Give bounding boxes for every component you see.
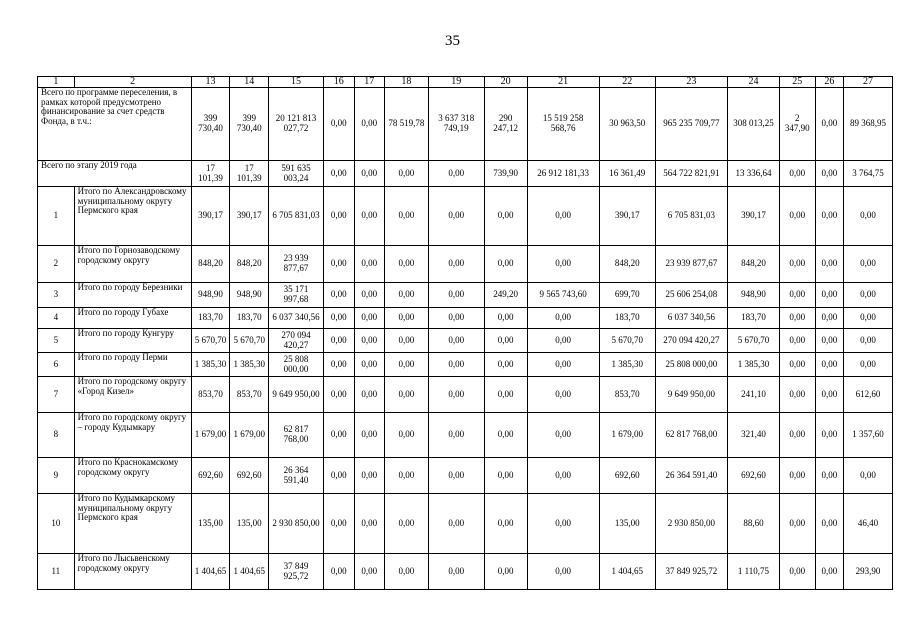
table-cell: 0,00 <box>385 161 429 187</box>
table-cell: 0,00 <box>815 458 844 494</box>
table-cell: 399 730,40 <box>191 88 230 161</box>
table-cell: 0,00 <box>484 246 527 283</box>
table-cell: 62 817 768,00 <box>269 413 324 458</box>
table-cell: 0,00 <box>354 413 385 458</box>
table-cell: 0,00 <box>385 458 429 494</box>
table-cell: 0,00 <box>323 308 354 329</box>
table-cell: 0,00 <box>815 161 844 187</box>
table-cell: 26 364 591,40 <box>655 458 727 494</box>
table-cell: 3 764,75 <box>844 161 893 187</box>
municipality-name: Итого по городу Кунгуру <box>74 329 191 353</box>
row-number: 4 <box>38 308 75 329</box>
table-cell: 16 361,49 <box>599 161 655 187</box>
table-cell: 591 635 003,24 <box>269 161 324 187</box>
table-cell: 1 404,65 <box>230 554 269 590</box>
table-cell: 0,00 <box>484 554 527 590</box>
table-cell: 5 670,70 <box>191 329 230 353</box>
table-row <box>38 377 893 413</box>
table-row <box>38 283 893 308</box>
table-cell: 0,00 <box>527 187 599 246</box>
table-cell: 692,60 <box>599 458 655 494</box>
table-cell: 1 357,60 <box>844 413 893 458</box>
table-cell: 0,00 <box>428 494 484 554</box>
table-cell: 0,00 <box>354 554 385 590</box>
table-cell: 0,00 <box>323 413 354 458</box>
table-row <box>38 308 893 329</box>
table-cell: 0,00 <box>527 377 599 413</box>
table-cell: 0,00 <box>428 413 484 458</box>
table-cell: 0,00 <box>385 187 429 246</box>
table-cell: 0,00 <box>815 554 844 590</box>
table-cell: 25 606 254,08 <box>655 283 727 308</box>
column-header: 25 <box>779 77 815 88</box>
table-cell: 0,00 <box>815 413 844 458</box>
table-cell: 1 385,30 <box>230 353 269 377</box>
table-cell: 293,90 <box>844 554 893 590</box>
table-cell: 0,00 <box>354 283 385 308</box>
row-number: 11 <box>38 554 75 590</box>
column-header: 13 <box>191 77 230 88</box>
table-cell: 183,70 <box>191 308 230 329</box>
municipality-name: Итого по Кудымкарскому муниципальному округу Пермского края <box>74 494 191 554</box>
table-cell: 0,00 <box>779 353 815 377</box>
table-cell: 0,00 <box>779 458 815 494</box>
table-cell: 135,00 <box>230 494 269 554</box>
table-cell: 0,00 <box>815 494 844 554</box>
table-cell: 20 121 813 027,72 <box>269 88 324 161</box>
table-cell: 0,00 <box>844 308 893 329</box>
table-cell: 25 808 000,00 <box>655 353 727 377</box>
table-row <box>38 246 893 283</box>
table-cell: 0,00 <box>323 377 354 413</box>
table-cell: 739,90 <box>484 161 527 187</box>
table-cell: 853,70 <box>599 377 655 413</box>
table-cell: 0,00 <box>527 413 599 458</box>
row-number: 6 <box>38 353 75 377</box>
row-number: 9 <box>38 458 75 494</box>
municipality-name: Итого по городу Березники <box>74 283 191 308</box>
municipality-name: Итого по городу Перми <box>74 353 191 377</box>
column-header: 16 <box>323 77 354 88</box>
table-cell: 0,00 <box>428 283 484 308</box>
municipality-name: Итого по городскому округу – городу Кудымкару <box>74 413 191 458</box>
table-cell: 692,60 <box>728 458 780 494</box>
table-cell: 0,00 <box>428 377 484 413</box>
table-cell: 0,00 <box>323 458 354 494</box>
table-cell: 390,17 <box>599 187 655 246</box>
table-cell: 390,17 <box>728 187 780 246</box>
table-cell: 0,00 <box>323 161 354 187</box>
table-cell: 848,20 <box>230 246 269 283</box>
table-row <box>38 413 893 458</box>
table-cell: 0,00 <box>527 308 599 329</box>
table-cell: 0,00 <box>354 161 385 187</box>
table-cell: 965 235 709,77 <box>655 88 727 161</box>
table-cell: 308 013,25 <box>728 88 780 161</box>
table-cell: 0,00 <box>779 554 815 590</box>
column-header: 23 <box>655 77 727 88</box>
table-cell: 1 385,30 <box>728 353 780 377</box>
table-cell: 948,90 <box>191 283 230 308</box>
table-row <box>38 187 893 246</box>
table-cell: 0,00 <box>779 377 815 413</box>
table-cell: 5 670,70 <box>728 329 780 353</box>
table-cell: 35 171 997,68 <box>269 283 324 308</box>
table-cell: 0,00 <box>844 329 893 353</box>
table-cell: 17 101,39 <box>191 161 230 187</box>
table-row <box>38 329 893 353</box>
summary-row <box>38 88 893 161</box>
table-cell: 5 670,70 <box>599 329 655 353</box>
table-cell: 699,70 <box>599 283 655 308</box>
column-header: 24 <box>728 77 780 88</box>
row-number: 5 <box>38 329 75 353</box>
table-cell: 17 101,39 <box>230 161 269 187</box>
table-cell: 0,00 <box>323 554 354 590</box>
table-cell: 0,00 <box>323 353 354 377</box>
table-row <box>38 353 893 377</box>
table-cell: 62 817 768,00 <box>655 413 727 458</box>
table-cell: 0,00 <box>354 246 385 283</box>
table-cell: 135,00 <box>191 494 230 554</box>
column-header: 14 <box>230 77 269 88</box>
table-cell: 0,00 <box>385 283 429 308</box>
table-cell: 0,00 <box>385 554 429 590</box>
table-cell: 692,60 <box>230 458 269 494</box>
column-header: 19 <box>428 77 484 88</box>
table-cell: 26 364 591,40 <box>269 458 324 494</box>
data-table <box>37 76 893 590</box>
table-cell: 6 705 831,03 <box>655 187 727 246</box>
table-cell: 0,00 <box>815 308 844 329</box>
summary-row <box>38 161 893 187</box>
table-cell: 1 679,00 <box>230 413 269 458</box>
table-cell: 0,00 <box>815 88 844 161</box>
table-cell: 0,00 <box>323 494 354 554</box>
table-cell: 1 679,00 <box>191 413 230 458</box>
column-header: 1 <box>38 77 75 88</box>
table-cell: 0,00 <box>779 494 815 554</box>
table-cell: 183,70 <box>230 308 269 329</box>
table-cell: 0,00 <box>323 246 354 283</box>
table-cell: 321,40 <box>728 413 780 458</box>
table-cell: 249,20 <box>484 283 527 308</box>
table-cell: 6 037 340,56 <box>269 308 324 329</box>
table-cell: 0,00 <box>385 413 429 458</box>
table-cell: 0,00 <box>428 246 484 283</box>
table-cell: 0,00 <box>844 187 893 246</box>
table-cell: 6 705 831,03 <box>269 187 324 246</box>
table-cell: 564 722 821,91 <box>655 161 727 187</box>
table-cell: 0,00 <box>428 308 484 329</box>
table-cell: 0,00 <box>844 246 893 283</box>
table-cell: 0,00 <box>484 458 527 494</box>
table-cell: 9 565 743,60 <box>527 283 599 308</box>
table-cell: 241,10 <box>728 377 780 413</box>
table-cell: 26 912 181,33 <box>527 161 599 187</box>
table-cell: 0,00 <box>484 329 527 353</box>
municipality-name: Итого по городскому округу «Город Кизел» <box>74 377 191 413</box>
table-cell: 0,00 <box>385 494 429 554</box>
table-cell: 390,17 <box>230 187 269 246</box>
table-cell: 0,00 <box>354 308 385 329</box>
column-header: 2 <box>74 77 191 88</box>
table-cell: 0,00 <box>779 329 815 353</box>
table-cell: 0,00 <box>527 329 599 353</box>
table-cell: 0,00 <box>815 329 844 353</box>
table-cell: 290 247,12 <box>484 88 527 161</box>
table-cell: 135,00 <box>599 494 655 554</box>
table-cell: 0,00 <box>779 283 815 308</box>
table-cell: 0,00 <box>844 283 893 308</box>
table-cell: 692,60 <box>191 458 230 494</box>
table-cell: 78 519,78 <box>385 88 429 161</box>
table-cell: 0,00 <box>779 187 815 246</box>
table-row <box>38 458 893 494</box>
table-cell: 6 037 340,56 <box>655 308 727 329</box>
table-cell: 0,00 <box>385 246 429 283</box>
table-cell: 46,40 <box>844 494 893 554</box>
table-cell: 0,00 <box>323 329 354 353</box>
table-cell: 9 649 950,00 <box>269 377 324 413</box>
table-cell: 848,20 <box>728 246 780 283</box>
table-cell: 0,00 <box>527 458 599 494</box>
table-cell: 0,00 <box>354 88 385 161</box>
table-cell: 0,00 <box>428 554 484 590</box>
table-cell: 0,00 <box>815 377 844 413</box>
table-cell: 0,00 <box>844 458 893 494</box>
table-cell: 0,00 <box>779 413 815 458</box>
table-cell: 0,00 <box>354 353 385 377</box>
table-cell: 0,00 <box>484 413 527 458</box>
table-cell: 0,00 <box>815 246 844 283</box>
table-cell: 0,00 <box>527 494 599 554</box>
table-cell: 9 649 950,00 <box>655 377 727 413</box>
table-cell: 390,17 <box>191 187 230 246</box>
table-cell: 0,00 <box>527 353 599 377</box>
table-cell: 853,70 <box>230 377 269 413</box>
table-cell: 0,00 <box>354 494 385 554</box>
table-cell: 0,00 <box>815 283 844 308</box>
column-header: 22 <box>599 77 655 88</box>
table-cell: 948,90 <box>728 283 780 308</box>
page-number: 35 <box>445 33 460 49</box>
table-row <box>38 554 893 590</box>
table-row <box>38 494 893 554</box>
column-header: 18 <box>385 77 429 88</box>
table-cell: 183,70 <box>599 308 655 329</box>
table-cell: 399 730,40 <box>230 88 269 161</box>
table-cell: 0,00 <box>484 187 527 246</box>
table-cell: 0,00 <box>385 329 429 353</box>
table-cell: 270 094 420,27 <box>655 329 727 353</box>
table-cell: 1 404,65 <box>599 554 655 590</box>
table-cell: 848,20 <box>599 246 655 283</box>
table-cell: 853,70 <box>191 377 230 413</box>
column-header: 26 <box>815 77 844 88</box>
table-cell: 1 110,75 <box>728 554 780 590</box>
table-cell: 1 385,30 <box>191 353 230 377</box>
table-cell: 1 385,30 <box>599 353 655 377</box>
table-cell: 89 368,95 <box>844 88 893 161</box>
column-header: 15 <box>269 77 324 88</box>
table-cell: 0,00 <box>428 187 484 246</box>
table-cell: 0,00 <box>484 377 527 413</box>
table-cell: 0,00 <box>484 308 527 329</box>
table-cell: 1 404,65 <box>191 554 230 590</box>
table-cell: 30 963,50 <box>599 88 655 161</box>
table-cell: 0,00 <box>779 161 815 187</box>
municipality-name: Итого по Лысьвенскому городскому округу <box>74 554 191 590</box>
table-cell: 948,90 <box>230 283 269 308</box>
table-cell: 13 336,64 <box>728 161 780 187</box>
municipality-name: Итого по Краснокамскому городскому округу <box>74 458 191 494</box>
row-number: 1 <box>38 187 75 246</box>
row-number: 10 <box>38 494 75 554</box>
column-header: 20 <box>484 77 527 88</box>
table-cell: 5 670,70 <box>230 329 269 353</box>
municipality-name: Итого по городу Губахе <box>74 308 191 329</box>
table-cell: 0,00 <box>527 246 599 283</box>
table-cell: 848,20 <box>191 246 230 283</box>
municipality-name: Итого по Горнозаводскому городскому округу <box>74 246 191 283</box>
table-cell: 0,00 <box>428 458 484 494</box>
row-number: 8 <box>38 413 75 458</box>
table-cell: 0,00 <box>779 246 815 283</box>
table-cell: 0,00 <box>323 283 354 308</box>
table-cell: 0,00 <box>385 308 429 329</box>
table-cell: 88,60 <box>728 494 780 554</box>
row-number: 2 <box>38 246 75 283</box>
table-cell: 37 849 925,72 <box>269 554 324 590</box>
table-cell: 0,00 <box>428 329 484 353</box>
table-cell: 2 930 850,00 <box>655 494 727 554</box>
table-cell: 0,00 <box>527 554 599 590</box>
table-cell: 0,00 <box>323 88 354 161</box>
table-cell: 0,00 <box>354 187 385 246</box>
summary-row-label: Всего по программе переселения, в рамках которой предусмотрено финансирование за счет средств Фонда, в т.ч.: <box>38 88 192 161</box>
column-header: 21 <box>527 77 599 88</box>
table-cell: 25 808 000,00 <box>269 353 324 377</box>
table-cell: 2 347,90 <box>779 88 815 161</box>
table-cell: 0,00 <box>428 161 484 187</box>
header-row <box>38 77 893 88</box>
column-header: 17 <box>354 77 385 88</box>
table-cell: 0,00 <box>844 353 893 377</box>
row-number: 3 <box>38 283 75 308</box>
table-cell: 183,70 <box>728 308 780 329</box>
table-cell: 0,00 <box>428 353 484 377</box>
table-cell: 15 519 258 568,76 <box>527 88 599 161</box>
table-cell: 0,00 <box>323 187 354 246</box>
column-header: 27 <box>844 77 893 88</box>
table-cell: 1 679,00 <box>599 413 655 458</box>
table-cell: 612,60 <box>844 377 893 413</box>
table-cell: 0,00 <box>779 308 815 329</box>
table-cell: 2 930 850,00 <box>269 494 324 554</box>
municipality-name: Итого по Александровскому муниципальному округу Пермского края <box>74 187 191 246</box>
table-cell: 0,00 <box>354 329 385 353</box>
table-cell: 0,00 <box>484 494 527 554</box>
table-cell: 37 849 925,72 <box>655 554 727 590</box>
table-cell: 23 939 877,67 <box>655 246 727 283</box>
table-cell: 0,00 <box>354 458 385 494</box>
table-cell: 3 637 318 749,19 <box>428 88 484 161</box>
table-cell: 0,00 <box>484 353 527 377</box>
table-cell: 0,00 <box>385 353 429 377</box>
row-number: 7 <box>38 377 75 413</box>
table-cell: 0,00 <box>815 187 844 246</box>
table-cell: 270 094 420,27 <box>269 329 324 353</box>
table-cell: 0,00 <box>354 377 385 413</box>
summary-row-label: Всего по этапу 2019 года <box>38 161 192 187</box>
table-cell: 23 939 877,67 <box>269 246 324 283</box>
table-cell: 0,00 <box>815 353 844 377</box>
table-cell: 0,00 <box>385 377 429 413</box>
